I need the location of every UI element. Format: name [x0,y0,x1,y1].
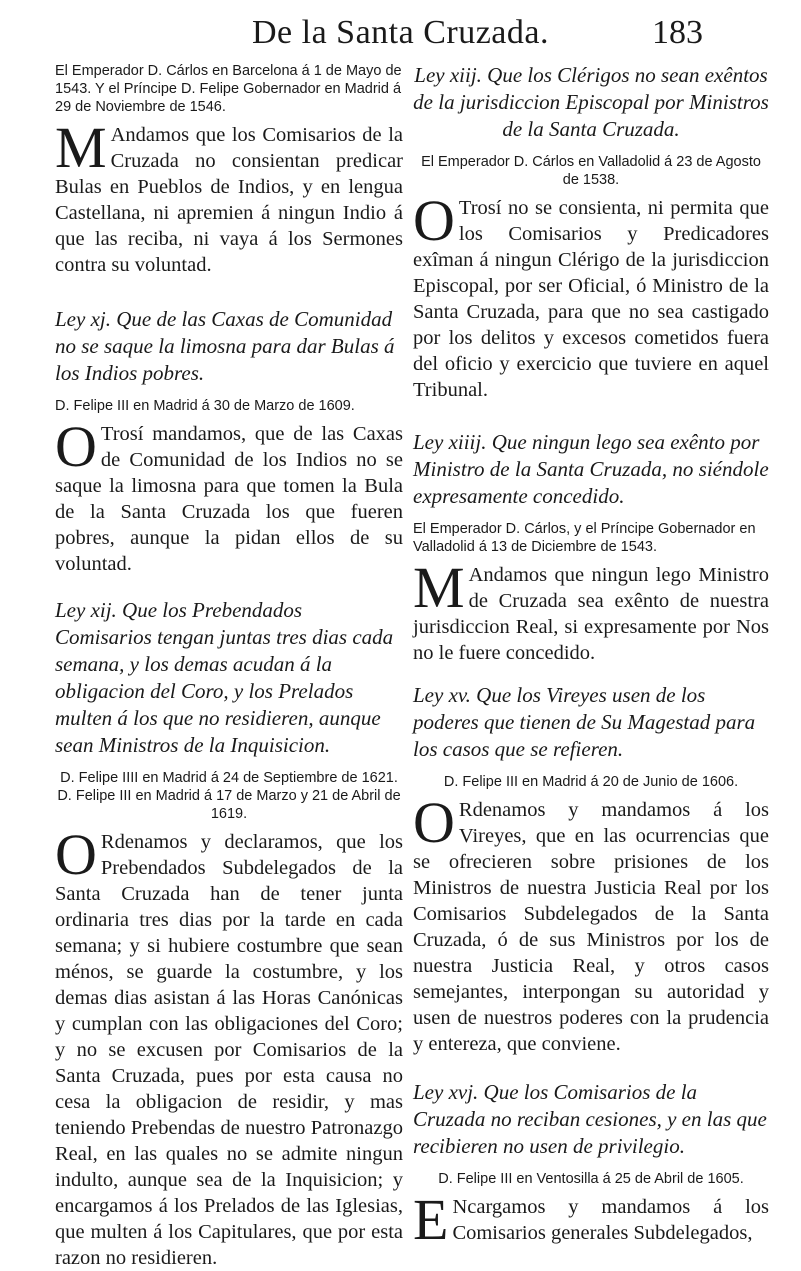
law12-title: Ley xij. Que los Prebendados Comisarios tengan juntas tres dias cada semana, y los demas acudan á la obligacion del Coro, y los Prelados multen á los que no residieren, aunque sean Ministros de la Inquisicion. [55,598,394,757]
law12-text [55,822,403,1271]
paragraph-text: Andamos que ningun lego Ministro de Cruzada sea exênto de nuestra jurisdiccion Real, si expresamente por Nos no le fuere concedido. [413,564,769,664]
paragraph-text: Ncargamos y mandamos á los Comisarios generales Subdelegados, [452,1196,769,1244]
law15-text [413,790,769,1057]
law13-title: Ley xiij. Que los Clérigos no sean exêntos de la jurisdiccion Episcopal por Ministros de la Santa Cruzada. [413,63,769,141]
law16-text [413,1187,769,1252]
law10-text [55,115,403,278]
page-number: 183 [652,14,703,51]
paragraph-text: Andamos que los Comisarios de la Cruzada no consientan predicar Bulas en Pueblos de Indios, y en lengua Castellana, ni apremien á ningun Indio á que las reciba, ni vaya á los Sermones contra su voluntad. [55,124,403,276]
law13-note: El Emperador D. Cárlos en Valladolid á 23 de Agosto de 1538. [421,154,761,188]
dropcap: O [413,188,455,253]
running-title: De la Santa Cruzada. [252,14,549,51]
paragraph-text: Rdenamos y mandamos á los Vireyes, que en las ocurrencias que se ofrecieren sobre prisiones de los Ministros de nuestra Justicia Real por los Comisarios Subdelegados de la Santa Cruzada, ó de sus Ministros por los de nuestra Justicia Real, y otros casos semejantes, interpongan su autoridad y usen de nuestros poderes con la prudencia y entereza, que conviene. [413,799,769,1055]
dropcap: M [413,555,465,620]
dropcap: O [413,790,455,855]
law13-text [413,188,769,403]
law11-title: Ley xj. Que de las Caxas de Comunidad no se saque la limosna para dar Bulas á los Indios pobres. [55,307,395,385]
dropcap: E [413,1187,449,1252]
law11-text [55,414,403,577]
intro-note: El Emperador D. Cárlos en Barcelona á 1 de Mayo de 1543. Y el Príncipe D. Felipe Gobernador en Madrid á 29 de Noviembre de 1546. [55,63,402,115]
dropcap: O [55,414,97,479]
law15-note: D. Felipe III en Madrid á 20 de Junio de 1606. [443,774,739,790]
paragraph-text: Trosí no se consienta, ni permita que los Comisarios y Predicadores exîman á ningun Clérigo de la jurisdiccion Episcopal, por ser Oficial, ó Ministro de la Santa Cruzada, para que no sea castigado por los delitos y excesos cometidos fuera del oficio y exercicio que tuviere en aquel Tribunal. [413,197,769,401]
paragraph-text: Rdenamos y declaramos, que los Prebendados Subdelegados de la Santa Cruzada han de tener junta ordinaria tres dias por la tarde en cada semana; y si hubiere costumbre que sean ménos, se guarde la costumbre, y los demas dias asistan á las Horas Canónicas y cumplan con las obligaciones del Coro; y no se excusen por Comisarios de la Santa Cruzada, pues por esta causa no cesa la obligacion de residir, y mas teniendo Prebendas de nuestro Patronazgo Real, en las quales no se admite ningun indulto, aunque sea de la Inquisicion; y encargamos á los Prelados de las Iglesias, que multen á los Capitulares, que por esta razon no residieren. [55,831,403,1269]
law14-text [413,555,769,666]
dropcap: O [55,822,97,887]
dropcap: M [55,115,107,180]
law16-note: D. Felipe III en Ventosilla á 25 de Abril de 1605. [438,1171,744,1187]
law12-note-2: D. Felipe III en Madrid á 17 de Marzo y 21 de Abril de 1619. [57,788,401,822]
law14-note: El Emperador D. Cárlos, y el Príncipe Gobernador en Valladolid á 13 de Diciembre de 1543. [413,521,756,555]
left-column [55,62,403,1271]
law14-title: Ley xiiij. Que ningun lego sea exênto por Ministro de la Santa Cruzada, no siéndole expresamente concedido. [413,430,769,508]
law15-title: Ley xv. Que los Vireyes usen de los poderes que tienen de Su Magestad para los casos que se refieren. [413,683,756,761]
paragraph-text: Trosí mandamos, que de las Caxas de Comunidad de los Indios no se saque la limosna para que tomen la Bula de la Santa Cruzada los que fueren pobres, aunque la pidan ellos de su voluntad. [55,423,403,575]
right-column [413,62,769,1252]
law16-title: Ley xvj. Que los Comisarios de la Cruzada no reciban cesiones, y en las que recibieren no usen de privilegio. [413,1080,767,1158]
law12-note-1: D. Felipe IIII en Madrid á 24 de Septiembre de 1621. [60,770,398,786]
page-header [0,14,801,58]
law11-note: D. Felipe III en Madrid á 30 de Marzo de 1609. [55,398,355,414]
